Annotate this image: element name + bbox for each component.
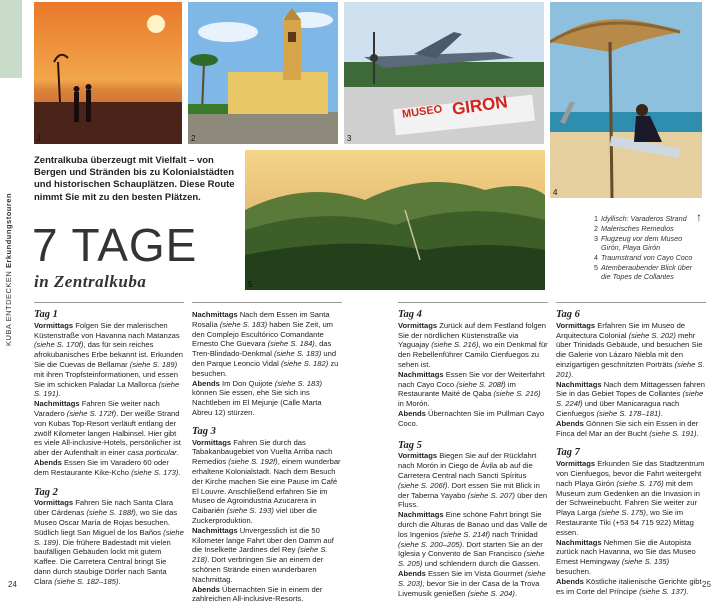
itinerary-column-2 bbox=[192, 310, 342, 604]
photo-captions bbox=[588, 214, 698, 282]
photo-cayo-coco-beach bbox=[550, 2, 702, 198]
day-title: Tag 3 bbox=[192, 425, 216, 437]
day-entry: Nachmittags Nach dem Essen im Santa Rosalía (siehe S. 183) haben Sie Zeit, um den Complejo Escultórico Comandante Ernesto Che Guevara (siehe S. 184), das Tren-Blindado-Denkmal (siehe S. 183) und den Parque Leoncio Vidal (siehe S. 182) zu besuchen. bbox=[192, 310, 339, 378]
day-title: Tag 5 bbox=[398, 439, 422, 451]
day-title: Tag 6 bbox=[556, 309, 580, 320]
day-entry: Vormittags Biegen Sie auf der Rückfahrt nach Morón in Ciego de Ávila ab auf die Carretera Central nach Sancti Spíritus (siehe S. 206f). Dort essen Sie mit Blick in der Taberna Yayabo (siehe S. 207) über den Fluss. bbox=[398, 451, 548, 510]
caption-item: 1 Idyllisch: Varaderos Strand bbox=[594, 214, 687, 223]
day-entry: Vormittags Erkunden Sie das Stadtzentrum von Cienfuegos, bevor die Fahrt weitergeht nach Playa Girón (siehe S. 176) mit dem Museum zum Gedenken an die Invasion in der Schweinebucht. Fahren Sie weiter zur Playa Larga (siehe S. 175), wo Sie im Restaurante Tiki (+53 54 715 922) Mittag essen. bbox=[556, 459, 705, 537]
page-number-right: 25 bbox=[702, 580, 711, 589]
day-entry: Abends Im Don Quijote (siehe S. 183) können Sie essen, ehe Sie sich ins Nachtleben im El Mejunje (Calle Marta Abreu 12) stürzen. bbox=[192, 378, 323, 417]
intro-text: Zentralkuba überzeugt mit Vielfalt – von Bergen und Stränden bis zu Kolonialstädten und historischen Schauplätzen. Diese Route nimmt Sie mit zu den besten Plätzen. bbox=[34, 155, 235, 203]
day-entry: Abends Übernachten Sie im Pullman Cayo Coco. bbox=[398, 408, 545, 428]
day-entry: Abends Essen Sie im Varadero 60 oder dem Restaurante Kike-Kcho (siehe S. 173). bbox=[34, 457, 181, 477]
itinerary-column-4 bbox=[556, 306, 706, 596]
sidebar-color-tab bbox=[0, 0, 22, 78]
photo-museo-giron bbox=[344, 2, 544, 144]
day-entry: Abends Gönnen Sie sich ein Essen in der Finca del Mar an der Bucht (siehe S. 191). bbox=[556, 418, 699, 438]
day-entry: Vormittags Folgen Sie der malerischen Küstenstraße von Havanna nach Matanzas (siehe S. 170f), das für sein reiches afrokubanisches Erbe bekannt ist. Erkunden Sie die Cuevas de Bellamar (siehe S. 189) mit ihren Tropfsteinformationen, und essen Sie im schicken Paladar La Mallorca (siehe S. 191). bbox=[34, 320, 184, 399]
photo-topes-de-collantes bbox=[245, 150, 545, 290]
sidebar-chapter: Erkundungstouren bbox=[4, 192, 13, 269]
page-title: 7 TAGE bbox=[32, 219, 198, 271]
day-entry: Abends Köstliche italienische Gerichte gibt es im Corte del Príncipe (siehe S. 137). bbox=[556, 576, 702, 596]
day-entry: Abends Übernachten Sie in einem der zahlreichen All-inclusive-Resorts. bbox=[192, 584, 323, 604]
photo-number: 3 bbox=[347, 134, 352, 143]
photo-varadero-beach bbox=[34, 2, 182, 144]
caption-item: 2 Malerisches Remedios bbox=[594, 224, 674, 233]
day-title: Tag 2 bbox=[34, 486, 58, 498]
divider bbox=[34, 302, 184, 303]
day-entry: Nachmittags Unvergesslich ist die 50 Kilometer lange Fahrt über den Damm auf die Inselkette Jardines del Rey (siehe S. 218). Dort verbringen Sie an einem der schönen Strände einen wunderbaren Nachmittag. bbox=[192, 525, 334, 584]
photo-number: 2 bbox=[191, 134, 196, 143]
day-title: Tag 4 bbox=[398, 309, 422, 320]
day-title: Tag 7 bbox=[556, 447, 580, 459]
day-entry: Vormittags Zurück auf dem Festland folgen Sie der nördlichen Küstenstraße via Yaguajay (siehe S. 216), wo ein Denkmal für den Rebellenführer Camilo Cienfuegos zu sehen ist. bbox=[398, 320, 548, 369]
day-entry: Nachmittags Nach dem Mittagessen fahren Sie in das Gebiet Topes de Collantes (siehe S. 224f) und über Manicaragua nach Cienfuegos (siehe S. 178–181). bbox=[556, 379, 705, 418]
itinerary-column-3 bbox=[398, 306, 548, 598]
sidebar-section: KUBA ENTDECKEN bbox=[4, 270, 13, 346]
page-number-left: 24 bbox=[8, 580, 17, 589]
divider bbox=[192, 302, 342, 303]
divider bbox=[556, 302, 706, 303]
museum-sign-word2: GIRON bbox=[450, 92, 509, 119]
day-entry: Abends Essen Sie im Vista Gourmet (siehe S. 203), bevor Sie in der Casa de la Trova Livemusik genießen (siehe S. 204). bbox=[398, 568, 546, 598]
photo-number: 4 bbox=[553, 188, 558, 197]
day-entry: Vormittags Erfahren Sie im Museo de Arquitectura Colonial (siehe S. 202) mehr über Trinidads Gebäude, und besuchen Sie die Galerie von Lázaro Niebla mit den einzigartigen geschnitzten Porträts (siehe S. 201). bbox=[556, 320, 705, 379]
photo-number: 5 bbox=[248, 280, 253, 289]
day-title: Tag 1 bbox=[34, 309, 58, 320]
caption-item: 4 Traumstrand von Cayo Coco bbox=[594, 253, 693, 262]
page-subtitle: in Zentralkuba bbox=[34, 272, 147, 291]
caption-item: 3 Flugzeug vor dem Museo Girón, Playa Girón bbox=[594, 234, 683, 252]
day-entry: Nachmittags Fahren Sie weiter nach Varadero (siehe S. 172f). Der weiße Strand von Kubas Top-Resort verläuft entlang der zwölf Kilometer langen Halbinsel. Hier gibt es viele All-inclusive-Hotels, persönlicher ist aber der Aufenthalt in einer casa porticular. bbox=[34, 399, 181, 458]
day-entry: Nachmittags Eine schöne Fahrt bringt Sie durch die Alturas de Banao und das Valle de los Ingenios (siehe S. 214f) nach Trinidad (siehe S. 200–205). Dort starten Sie an der Iglesia y Convento de San Francisco (siehe S. 205) und schlendern durch die Gassen. bbox=[398, 510, 548, 569]
day-entry: Vormittags Fahren Sie durch das Tabakanbaugebiet von Vuelta Arriba nach Remedios (siehe S. 192f), einem wunderbar erhaltene Kolonialstadt. Nach dem Besuch der Kirche machen Sie eine Pause im Café El Louvre. Anschließend erfahren Sie im Museo de Agroindustria Azucarera in Caibarién (siehe S. 193) viel über die Zuckerproduktion. bbox=[192, 437, 341, 525]
day-entry: Nachmittags Essen Sie vor der Weiterfahrt nach Cayo Coco (siehe S. 208f) im Restaurante Maité de Qaba (siehe S. 216) in Morón. bbox=[398, 369, 545, 409]
sidebar-section-label bbox=[4, 192, 18, 346]
arrow-up-icon: ↑ bbox=[696, 210, 702, 224]
divider bbox=[398, 302, 548, 303]
caption-item: 5 Atemberaubender Blick über die Topes de Collantes bbox=[594, 263, 693, 281]
day-entry: Vormittags Fahren Sie nach Santa Clara über Cárdenas (siehe S. 188f), wo Sie das Museo Oscar María de Rojas besuchen. Südlich liegt San Miguel de los Baños (siehe S. 189). Die frühere Badestadt mit vielen baufälligen Gebäuden lockt mit gutem Kaffee. Die Carretera Central bringt Sie dann durch staubige Dörfer nach Santa Clara (siehe S. 182–185). bbox=[34, 498, 184, 586]
day-entry: Nachmittags Nehmen Sie die Autopista zurück nach Havanna, wo Sie das Museo Ernest Hemingway (siehe S. 135) besuchen. bbox=[556, 537, 696, 576]
museum-sign-word1: MUSEO bbox=[401, 103, 443, 121]
photo-remedios-church bbox=[188, 2, 338, 144]
itinerary-column-1 bbox=[34, 306, 184, 587]
photo-number: 1 bbox=[37, 134, 42, 143]
